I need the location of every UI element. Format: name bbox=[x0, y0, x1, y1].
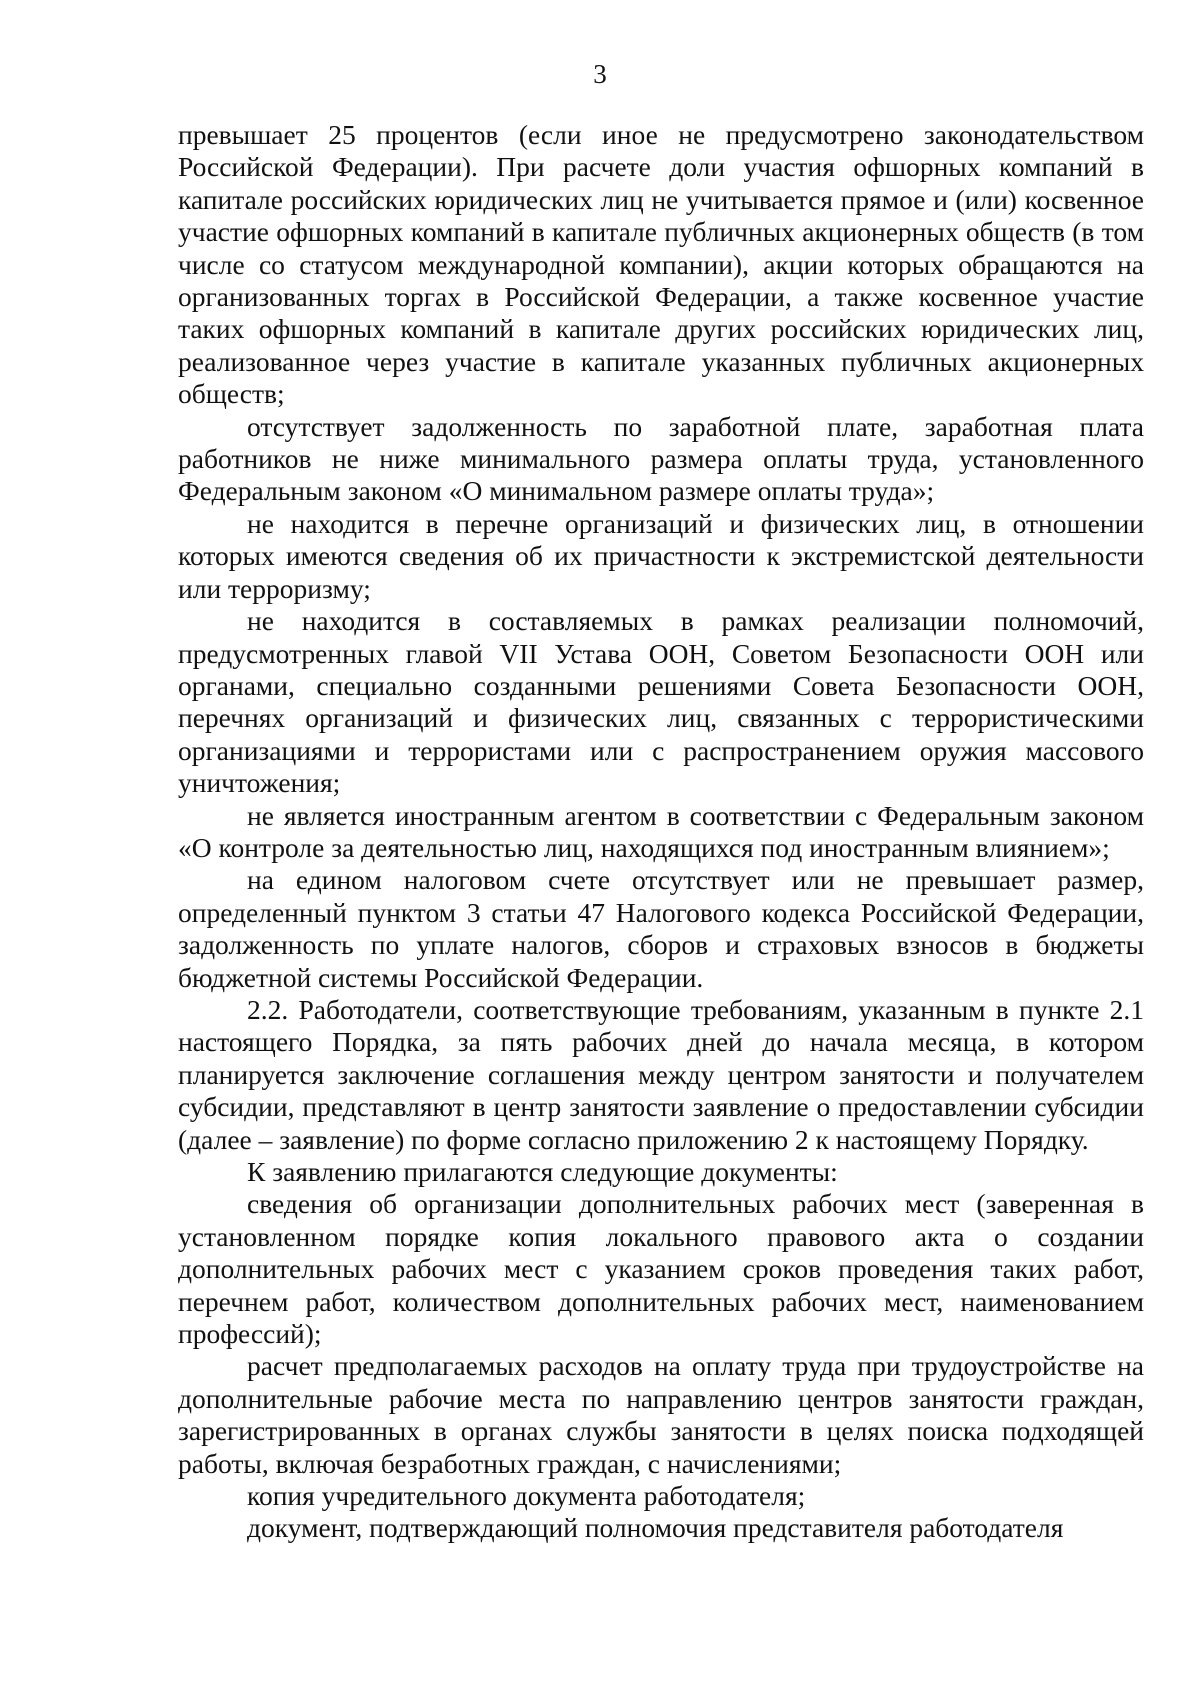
paragraph: копия учредительного документа работодателя; bbox=[247, 1480, 806, 1512]
paragraph: 2.2. Работодатели, соответствующие требованиям, указанным в пункте 2.1 настоящего Порядка, за пять рабочих дней до начала месяца, в котором планируется заключение соглашения между центром занятости и получателем субсидии, представляют в центр занятости заявление о предоставлении субсидии (далее – заявление) по форме согласно приложению 2 к настоящему Порядку. bbox=[178, 993, 1144, 1155]
document-body bbox=[178, 119, 1144, 1545]
paragraph: не является иностранным агентом в соответствии с Федеральным законом «О контроле за деятельностью лиц, находящихся под иностранным влиянием»; bbox=[178, 799, 1144, 863]
paragraph: отсутствует задолженность по заработной плате, заработная плата работников не ниже минимального размера оплаты труда, установленного Федеральным законом «О минимальном размере оплаты труда»; bbox=[178, 410, 1144, 507]
paragraph: превышает 25 процентов (если иное не предусмотрено законодательством Российской Федерации). При расчете доли участия офшорных компаний в капитале российских юридических лиц не учитывается прямое и (или) косвенное участие офшорных компаний в капитале публичных акционерных обществ (в том числе со статусом международной компании), акции которых обращаются на организованных торгах в Российской Федерации, а также косвенное участие таких офшорных компаний в капитале других российских юридических лиц, реализованное через участие в капитале указанных публичных акционерных обществ; bbox=[178, 119, 1144, 410]
paragraph: документ, подтверждающий полномочия представителя работодателя bbox=[247, 1512, 1064, 1544]
paragraph: расчет предполагаемых расходов на оплату труда при трудоустройстве на дополнительные рабочие места по направлению центров занятости граждан, зарегистрированных в органах службы занятости в целях поиска подходящей работы, включая безработных граждан, с начислениями; bbox=[178, 1350, 1144, 1479]
paragraph: на едином налоговом счете отсутствует или не превышает размер, определенный пунктом 3 статьи 47 Налогового кодекса Российской Федерации, задолженность по уплате налогов, сборов и страховых взносов в бюджеты бюджетной системы Российской Федерации. bbox=[178, 864, 1144, 993]
paragraph: не находится в составляемых в рамках реализации полномочий, предусмотренных главой VII Устава ООН, Советом Безопасности ООН или органами, специально созданными решениями Совета Безопасности ООН, перечнях организаций и физических лиц, связанных с террористическими организациями и террористами или с распространением оружия массового уничтожения; bbox=[178, 605, 1144, 799]
page-number: 3 bbox=[593, 59, 607, 89]
paragraph: К заявлению прилагаются следующие документы: bbox=[247, 1156, 838, 1187]
paragraph: не находится в перечне организаций и физических лиц, в отношении которых имеются сведения об их причастности к экстремистской деятельности или терроризму; bbox=[178, 507, 1144, 604]
paragraph: сведения об организации дополнительных рабочих мест (заверенная в установленном порядке копия локального правового акта о создании дополнительных рабочих мест с указанием сроков проведения таких работ, перечнем работ, количеством дополнительных рабочих мест, наименованием профессий); bbox=[178, 1188, 1144, 1350]
